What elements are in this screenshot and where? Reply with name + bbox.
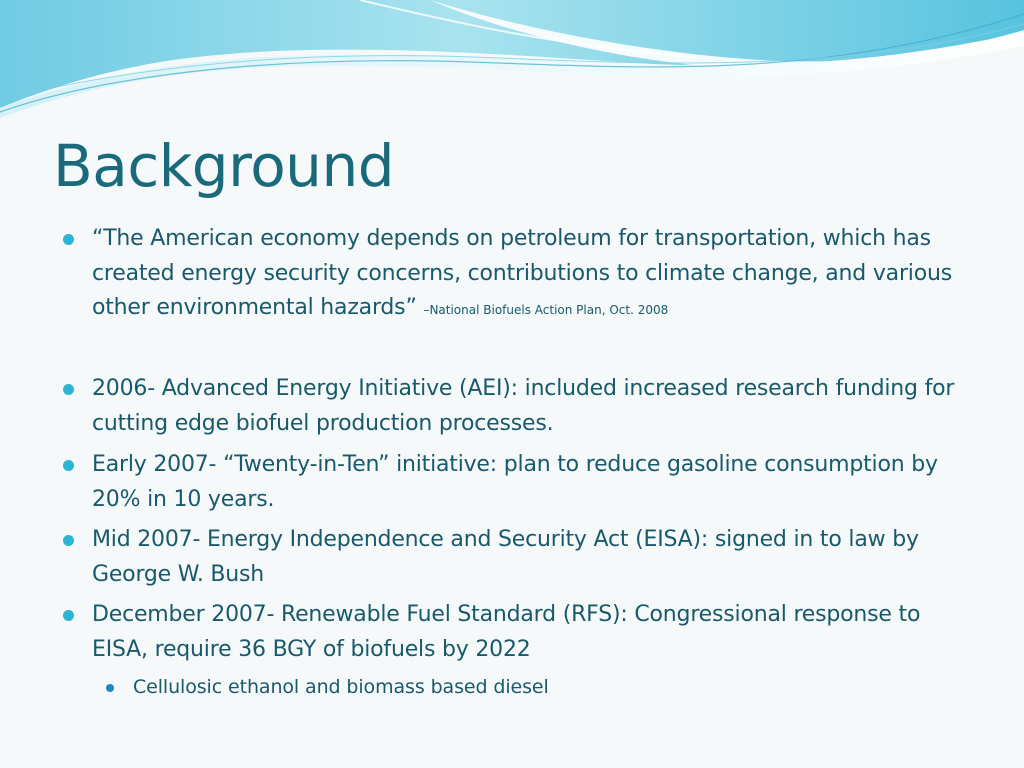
decorative-wave-header: [0, 0, 1024, 130]
bullet-icon: [63, 610, 74, 621]
bullet-icon: [63, 234, 74, 245]
bullet-item: [92, 523, 962, 592]
bullet-icon: [63, 384, 74, 395]
bullet-icon: [63, 535, 74, 546]
bullet-text: December 2007- Renewable Fuel Standard (RFS): Congressional response to EISA, require 36 BGY of biofuels by 2022: [92, 602, 921, 662]
bullet-text: “The American economy depends on petroleum for transportation, which has created energy security concerns, contributions to climate change, and various other environmental hazards”: [92, 226, 952, 320]
slide-title: Background: [53, 132, 395, 200]
sub-bullet-item: [133, 673, 933, 701]
wave-band-light: [0, 0, 1024, 108]
bullet-text: 2006- Advanced Energy Initiative (AEI): included increased research funding for cutting edge biofuel production processes.: [92, 376, 955, 436]
source-citation: –National Biofuels Action Plan, Oct. 2008: [423, 303, 669, 317]
bullet-icon: [63, 460, 74, 471]
sub-bullet-text: Cellulosic ethanol and biomass based diesel: [133, 676, 549, 698]
bullet-text: Early 2007- “Twenty-in-Ten” initiative: plan to reduce gasoline consumption by 20% in 10 years.: [92, 452, 938, 512]
bullet-text: Mid 2007- Energy Independence and Security Act (EISA): signed in to law by George W. Bush: [92, 527, 919, 587]
bullet-item: [92, 598, 962, 667]
bullet-item: [92, 372, 962, 441]
bullet-item: [92, 448, 962, 517]
bullet-item: [92, 222, 962, 328]
sub-bullet-icon: [106, 684, 114, 692]
